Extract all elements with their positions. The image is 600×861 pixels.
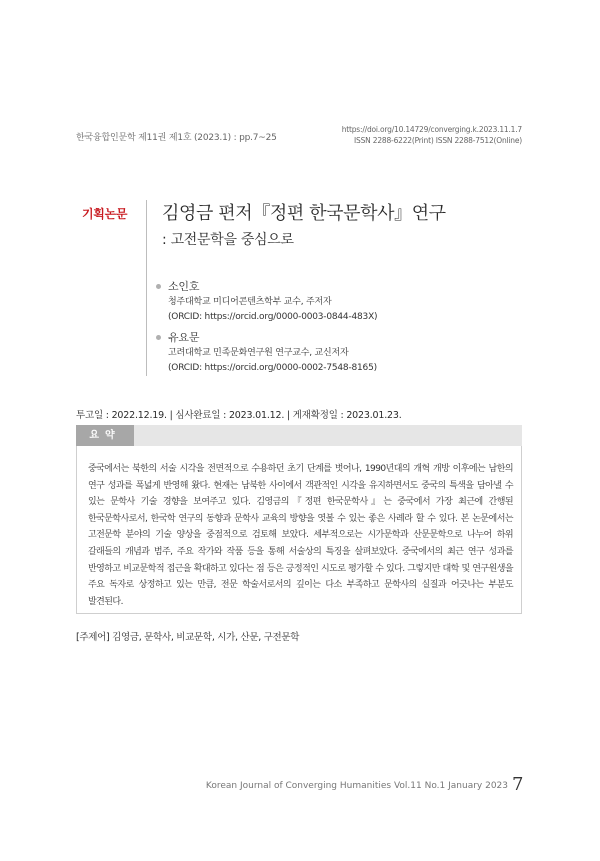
abstract-header-bar [76,425,522,446]
author-name: 유요문 [168,330,377,346]
article-subtitle: : 고전문학을 중심으로 [162,232,294,248]
bullet-icon [156,335,161,340]
issn-text: ISSN 2288-6222(Print) ISSN 2288-7512(Online) [354,136,522,145]
page-number: 7 [512,774,524,795]
submission-dates: 투고일 : 2022.12.19. | 심사완료일 : 2023.01.12. | 게재확정일 : 2023.01.23. [76,410,402,421]
doi-link[interactable]: https://doi.org/10.14729/converging.k.2023.11.1.7 [341,125,522,134]
author-affiliation: 청주대학교 미디어콘텐츠학부 교수, 주저자 [168,297,332,307]
article-category: 기획논문 [82,207,128,221]
footer-journal: Korean Journal of Converging Humanities Vol.11 No.1 January 2023 [205,781,508,791]
bullet-icon [156,284,161,289]
doi-issn-block [342,124,522,146]
author-orcid[interactable]: (ORCID: https://orcid.org/0000-0002-7548-8165) [168,363,377,373]
keywords: [주제어] 김영금, 문학사, 비교문학, 시가, 산문, 구전문학 [76,632,300,643]
author-block [168,279,377,325]
abstract-label: 요약 [76,425,134,446]
author-orcid[interactable]: (ORCID: https://orcid.org/0000-0003-0844-483X) [168,312,378,322]
abstract-text: 중국에서는 북한의 서술 시각을 전면적으로 수용하던 초기 단계를 벗어나, 1990년대의 개혁 개방 이후에는 남한의 연구 성과를 폭넓게 반영해 왔다. 현재는 남북한 사이에서 객관적인 시각을 유지하면서도 중국의 특색을 담아낼 수 있는 문학사 기술 경향을 보여주고 있다. 김영금의『정편 한국문학사』는 중국에서 가장 최근에 간행된 한국문학사로서, 한국학 연구의 동향과 문학사 교육의 방향을 엿볼 수 있는 좋은 사례라 할 수 있다. 본 논문에서는 고전문학 분야의 기술 양상을 중점적으로 검토해 보았다. 세부적으로는 시가문학과 산문문학으로 나누어 하위 갈래들의 개념과 범주, 주요 작가와 작품 등을 통해 서술상의 특징을 살펴보았다. 중국에서의 최근 연구 성과를 반영하고 비교문학적 접근을 확대하고 있다는 점 등은 긍정적인 시도로 평가할 수 있다. 그렇지만 대학 및 연구원생을 주요 독자로 상정하고 있는 만큼, 전문 학술서로서의 깊이는 다소 부족하고 문학사의 실질과 어긋나는 부분도 발견된다. [88,464,513,607]
title-divider [146,200,147,376]
article-title: 김영금 편저『정편 한국문학사』연구 [162,203,446,224]
author-affiliation: 고려대학교 민족문화연구원 연구교수, 교신저자 [168,348,349,358]
author-block [168,330,377,376]
author-name: 소인호 [168,279,377,295]
journal-info: 한국융합인문학 제11권 제1호 (2023.1) : pp.7~25 [76,133,277,143]
